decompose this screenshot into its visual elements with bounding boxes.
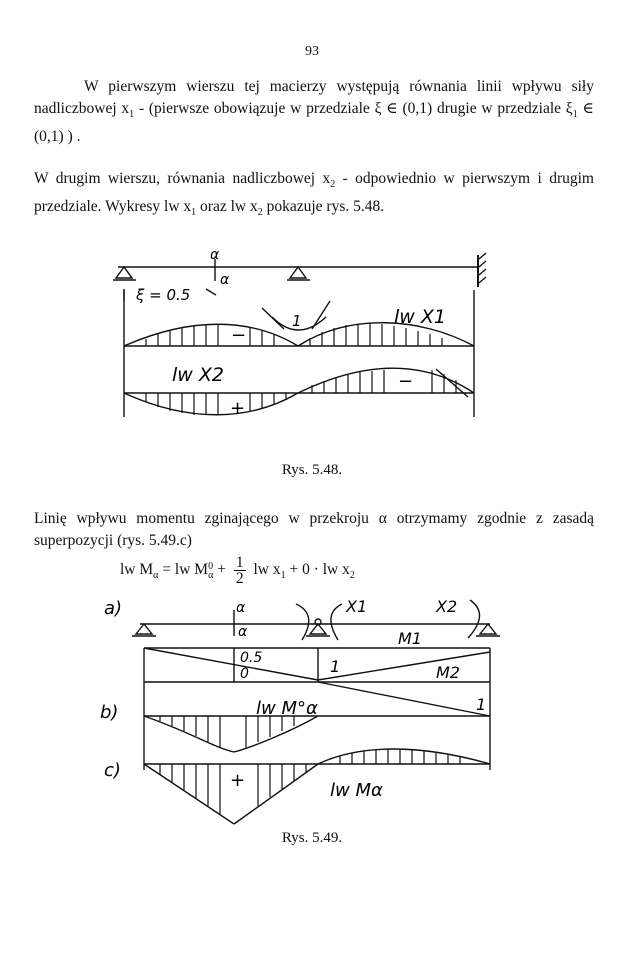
fig1-minus-sign-2: − bbox=[398, 371, 414, 392]
fig2-m2-label: M2 bbox=[436, 663, 460, 682]
fig2-alpha-top: α bbox=[236, 600, 246, 616]
fig2-plus-sign: + bbox=[230, 770, 246, 791]
paragraph-2: W drugim wierszu, równania nadliczbowej $x_2$ - odpowiednio w pierwszym i drugim przedziale. Wykresy lw $x_1$ oraz lw $x_2$ pokazuje rys. 5.48. bbox=[34, 170, 594, 219]
fig2-lwma-label: lw Mα bbox=[330, 780, 383, 801]
fig1-unit-one: 1 bbox=[292, 312, 302, 330]
fig1-alpha-bottom: α bbox=[220, 272, 230, 288]
fig1-plus-sign: + bbox=[230, 398, 246, 419]
page-number: 93 bbox=[305, 44, 319, 59]
fig2-value-1-a: 1 bbox=[330, 657, 341, 676]
fig2-value-1-b: 1 bbox=[476, 695, 487, 714]
figure-5-48-caption: Rys. 5.48. bbox=[281, 462, 343, 478]
figure-5-49 bbox=[0, 592, 624, 827]
paragraph-1: W pierwszym wierszu tej macierzy występują równania linii wpływu siły nadliczbowej $x_1$ - (pierwsze obowiązuje w przedziale ξ ∈ (0,1) drugie w przedziale $\xi_1$ ∈ (0,1) ) . bbox=[34, 78, 594, 146]
fig2-x1-label: X1 bbox=[346, 597, 368, 616]
fig2-label-a: a) bbox=[104, 598, 123, 619]
fig1-alpha-top: α bbox=[210, 247, 220, 263]
figure-5-48 bbox=[0, 245, 624, 460]
fig2-value-05: 0.5 bbox=[240, 650, 263, 666]
fig1-minus-sign: − bbox=[231, 325, 247, 346]
figure-5-49-caption: Rys. 5.49. bbox=[281, 830, 343, 846]
fig1-lwx1-label: lw X1 bbox=[394, 306, 446, 328]
fig2-x2-label: X2 bbox=[436, 597, 458, 616]
paragraph-3: Linię wpływu momentu zginającego w przekroju α otrzymamy zgodnie z zasadą superpozycji (rys. 5.49.c) bbox=[34, 510, 595, 549]
fraction-half: $\frac{1}{2}$ bbox=[235, 554, 244, 587]
fig2-alpha-bottom: α bbox=[238, 624, 248, 640]
fig1-lwx2-label: lw X2 bbox=[172, 364, 224, 386]
fig2-label-c: c) bbox=[104, 760, 121, 781]
formula: lw $M_\alpha$ = lw M 0 α + $\frac{1}{2}$ lw $x_1 + 0$ · lw $x_2$ bbox=[120, 554, 355, 587]
fig1-xi-label: ξ = 0.5 bbox=[136, 286, 191, 304]
fig2-m1-label: M1 bbox=[398, 629, 422, 648]
fig2-lwm0-label: lw M°α bbox=[256, 698, 318, 719]
fig2-value-0: 0 bbox=[240, 666, 249, 682]
fig2-label-b: b) bbox=[100, 702, 119, 723]
